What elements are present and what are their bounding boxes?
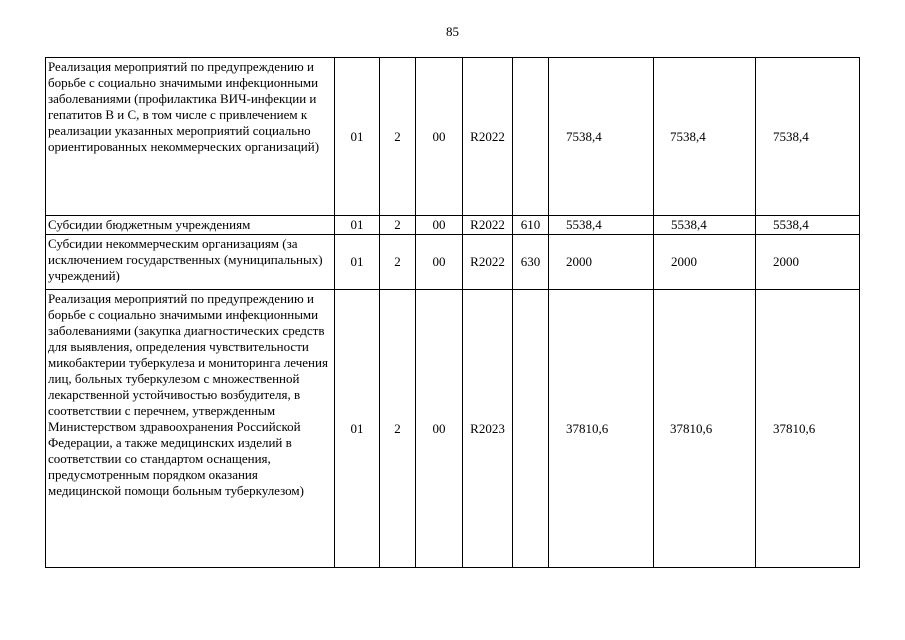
row-amount-1: 37810,6 — [549, 290, 654, 568]
row-amount-1: 5538,4 — [549, 216, 654, 235]
table-row — [46, 290, 860, 568]
row-code-3: 00 — [416, 58, 463, 216]
row-expense-type — [513, 290, 549, 568]
table-row — [46, 235, 860, 290]
row-code-2: 2 — [380, 235, 416, 290]
row-amount-1: 2000 — [549, 235, 654, 290]
row-amount-2: 2000 — [654, 235, 756, 290]
row-target-code: R2022 — [463, 235, 513, 290]
row-name: Реализация мероприятий по предупреждению и борьбе с социально значимыми инфекционными заболеваниями (профилактика ВИЧ-инфекции и гепатитов В и С, в том числе с привлечением к реализации указанных мероприятий социально ориентированных некоммерческих организаций) — [46, 58, 335, 216]
row-code-1: 01 — [335, 216, 380, 235]
row-expense-type: 630 — [513, 235, 549, 290]
page-number: 85 — [446, 24, 459, 39]
table-row — [46, 58, 860, 216]
row-name: Субсидии некоммерческим организациям (за исключением государственных (муниципальных) учреждений) — [46, 235, 335, 290]
row-code-1: 01 — [335, 290, 380, 568]
row-amount-3: 2000 — [756, 235, 860, 290]
budget-table — [45, 57, 860, 568]
row-code-1: 01 — [335, 235, 380, 290]
row-target-code: R2022 — [463, 58, 513, 216]
row-amount-1: 7538,4 — [549, 58, 654, 216]
row-amount-2: 37810,6 — [654, 290, 756, 568]
row-amount-2: 7538,4 — [654, 58, 756, 216]
row-name: Субсидии бюджетным учреждениям — [46, 216, 335, 235]
row-expense-type: 610 — [513, 216, 549, 235]
row-amount-3: 5538,4 — [756, 216, 860, 235]
row-code-2: 2 — [380, 58, 416, 216]
table-row — [46, 216, 860, 235]
row-code-1: 01 — [335, 58, 380, 216]
row-target-code: R2022 — [463, 216, 513, 235]
row-amount-2: 5538,4 — [654, 216, 756, 235]
row-amount-3: 7538,4 — [756, 58, 860, 216]
row-amount-3: 37810,6 — [756, 290, 860, 568]
row-expense-type — [513, 58, 549, 216]
row-code-3: 00 — [416, 290, 463, 568]
row-target-code: R2023 — [463, 290, 513, 568]
row-code-2: 2 — [380, 216, 416, 235]
row-code-3: 00 — [416, 216, 463, 235]
row-name: Реализация мероприятий по предупреждению и борьбе с социально значимыми инфекционными заболеваниями (закупка диагностических средств для выявления, определения чувствительности микобактерии туберкулеза и мониторинга лечения лиц, больных туберкулезом с множественной лекарственной устойчивостью возбудителя, в соответствии с перечнем, утвержденным Министерством здравоохранения Российской Федерации, а также медицинских изделий в соответствии со стандартом оснащения, предусмотренным порядком оказания медицинской помощи больным туберкулезом) — [46, 290, 335, 568]
row-code-3: 00 — [416, 235, 463, 290]
row-code-2: 2 — [380, 290, 416, 568]
